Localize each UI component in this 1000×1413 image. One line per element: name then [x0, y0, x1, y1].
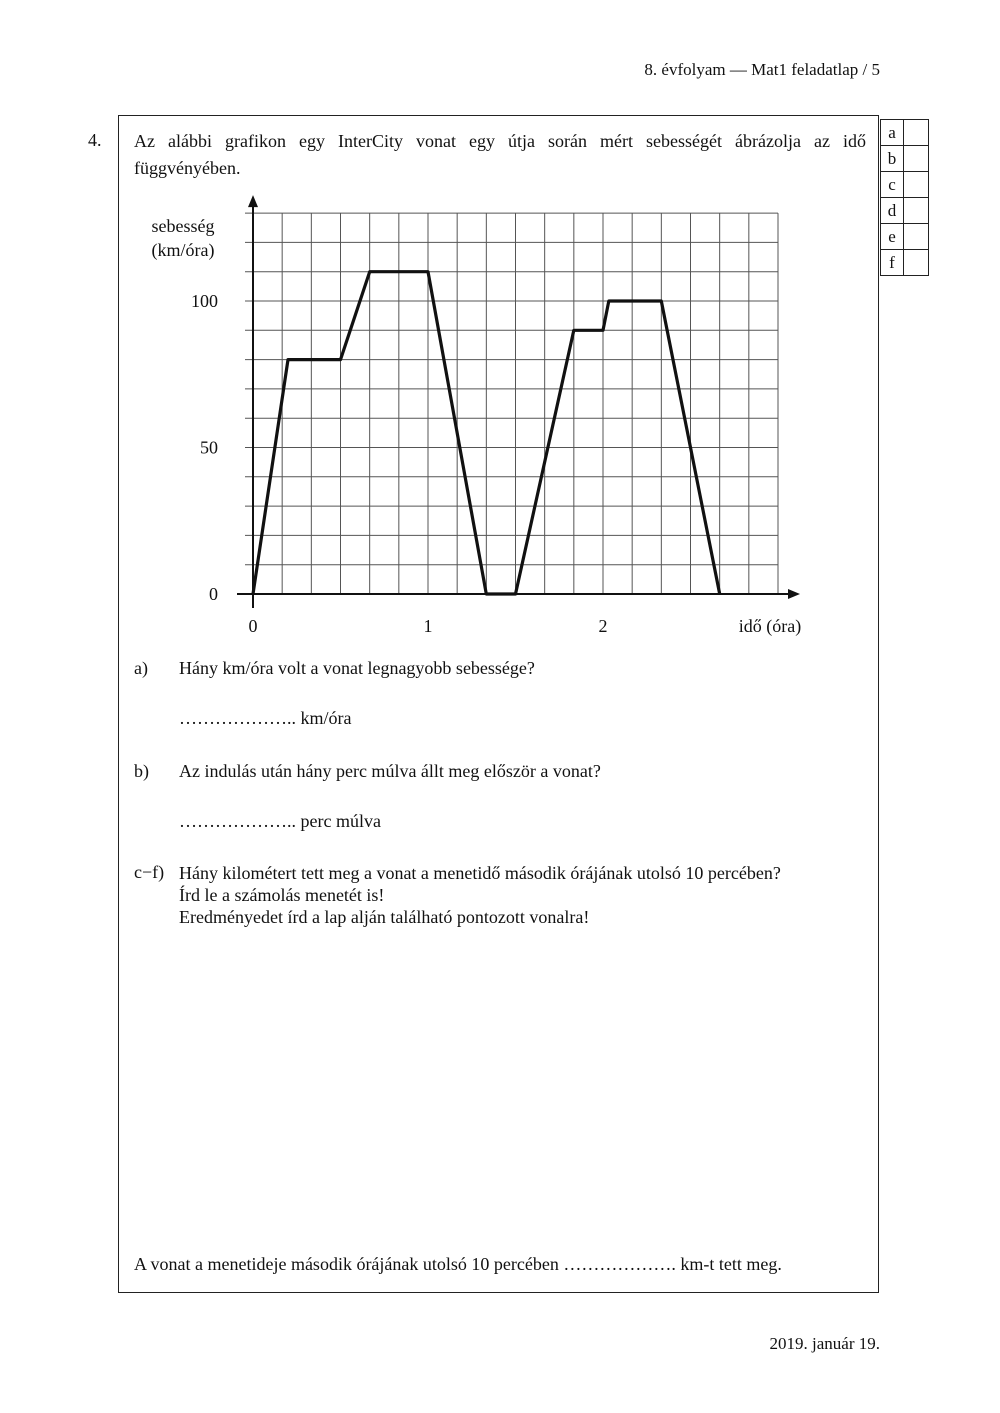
score-label: a [881, 120, 904, 146]
x-tick-label: 1 [423, 616, 433, 636]
score-label: c [881, 172, 904, 198]
question-a-label: a) [134, 658, 148, 678]
question-cf-line3: Eredményedet írd a lap alján található pontozott vonalra! [179, 907, 590, 927]
question-a-text: Hány km/óra volt a vonat legnagyobb sebessége? [179, 658, 535, 678]
answer-b-field[interactable]: ……………….. perc múlva [179, 811, 381, 831]
chart-labels [152, 216, 802, 637]
question-cf-line1: Hány kilométert tett meg a vonat a menetidő második órájának utolsó 10 percében? [179, 863, 781, 883]
y-axis-arrow [248, 195, 258, 207]
x-axis-arrow [788, 589, 800, 599]
score-label: d [881, 198, 904, 224]
question-cf-line2: Írd le a számolás menetét is! [179, 885, 385, 905]
final-answer-line[interactable]: A vonat a menetideje második órájának utolsó 10 percében ………………. km-t tett meg. [134, 1254, 782, 1274]
y-tick-label: 100 [191, 291, 218, 311]
question-b-text: Az indulás után hány perc múlva állt meg először a vonat? [179, 761, 601, 781]
chart-axes [237, 195, 800, 608]
y-axis-label: sebesség [151, 216, 215, 236]
page-header: 8. évfolyam — Mat1 feladatlap / 5 [644, 60, 880, 79]
x-axis-label: idő (óra) [738, 616, 802, 636]
score-label: b [881, 146, 904, 172]
chart-grid [245, 213, 778, 594]
question-cf-text [179, 862, 781, 928]
page-footer-date: 2019. január 19. [769, 1334, 880, 1353]
x-tick-label: 0 [248, 616, 258, 636]
task-number: 4. [88, 130, 102, 150]
x-tick-label: 2 [598, 616, 608, 636]
score-label: e [881, 224, 904, 250]
score-label: f [881, 250, 904, 276]
task-intro: Az alábbi grafikon egy InterCity vonat egy útja során mért sebességét ábrázolja az idő függvényében. [134, 131, 866, 178]
question-cf-label: c−f) [134, 862, 165, 882]
y-tick-label: 50 [200, 437, 218, 458]
y-axis-unit-label: (km/óra) [151, 240, 215, 260]
question-b-label: b) [134, 761, 149, 781]
y-tick-label: 0 [209, 584, 218, 604]
answer-a-field[interactable]: ……………….. km/óra [179, 708, 352, 728]
